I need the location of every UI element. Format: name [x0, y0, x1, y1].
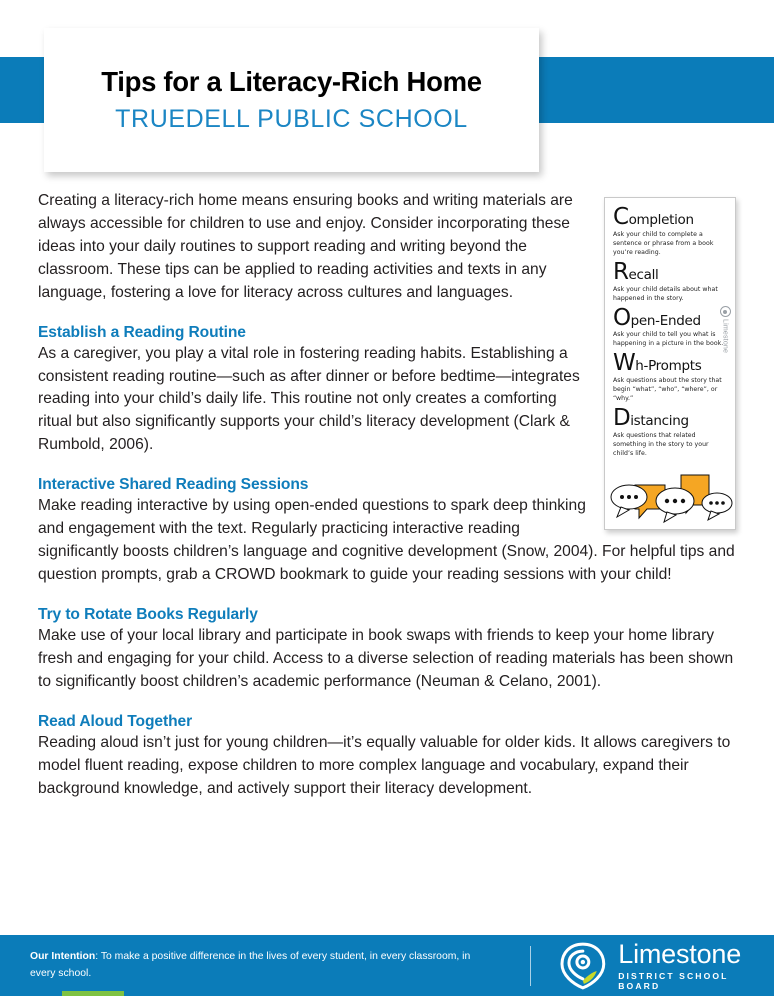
bookmark-entry-recall [613, 258, 727, 304]
bookmark-limestone-logo [717, 306, 733, 368]
section-text-read-aloud-together: Reading aloud isn’t just for young children—it’s equally valuable for older kids. It allows caregivers to model fluent reading, expose children to more complex language and vocabulary, expand their background knowledge, and actively support their literacy development. [38, 733, 731, 797]
bookmark-logo-label: Limestone [721, 319, 729, 354]
brand-text-block [618, 938, 774, 991]
section-heading-rotate-books: Try to Rotate Books Regularly [38, 605, 258, 623]
bookmark-word-rest: pen-Ended [630, 312, 701, 329]
footer-green-accent [62, 991, 124, 996]
bookmark-entry-open-ended [613, 304, 727, 350]
bookmark-description: Ask your child details about what happened in the story. [613, 285, 718, 302]
section-text-interactive-shared-reading: Make reading interactive by using open-ended questions to spark deep thinking and engagement with the text. Regularly practicing interactive reading significantly boosts children’s language and cognitive development (Snow, 2004). For helpful tips and question prompts, grab a CROWD bookmark to guide your reading sessions with your child! [38, 497, 735, 583]
intro-paragraph: Creating a literacy-rich home means ensuring books and writing materials are always accessible for children to use and enjoy. Consider incorporating these ideas into your daily routines to support reading and writing beyond the classroom. These tips can be applied to reading activities and texts in any language, fostering a love for literacy across cultures and languages. [38, 192, 573, 301]
bookmark-initial: D [613, 405, 631, 432]
intention-statement [30, 949, 498, 981]
bookmark-word [613, 204, 727, 230]
bookmark-word [613, 304, 727, 331]
section-text-rotate-books: Make use of your local library and participate in book swaps with friends to keep your home library fresh and engaging for your child. Access to a diverse selection of reading materials has been shown to significantly boost children’s academic performance (Neuman & Celano, 2001). [38, 626, 734, 690]
page-title: Tips for a Literacy-Rich Home [101, 66, 482, 98]
section-heading-read-aloud-together: Read Aloud Together [38, 712, 193, 730]
footer-divider [530, 946, 531, 986]
document-body [38, 190, 736, 800]
bookmark-word-rest: istancing [630, 413, 689, 430]
title-card [44, 28, 539, 172]
page-footer [0, 935, 774, 996]
section-heading-establish-reading-routine: Establish a Reading Routine [38, 323, 246, 341]
section-text-establish-reading-routine: As a caregiver, you play a vital role in fostering reading habits. Establishing a consistent reading routine—such as after dinner or before bedtime—integrates reading into your child’s daily life. This routine not only creates a comforting ritual but also significantly supports your child’s literacy development (Clark & Rumbold, 2006). [38, 344, 580, 454]
bookmark-word [613, 350, 727, 377]
speech-bubbles-graphic [605, 467, 736, 525]
bookmark-word-rest: h-Prompts [635, 358, 702, 375]
bookmark-initial: C [613, 204, 629, 230]
section-heading-interactive-shared-reading: Interactive Shared Reading Sessions [38, 476, 309, 494]
bookmark-word-rest: ompletion [628, 212, 694, 228]
limestone-brand-lockup [557, 938, 774, 991]
bookmark-entry-completion [613, 204, 727, 258]
bookmark-initial: W [613, 350, 636, 377]
intention-label: Our Intention [30, 951, 96, 963]
bookmark-word [613, 258, 727, 285]
bookmark-description: Ask your child to complete a sentence or phrase from a book you’re reading. [613, 230, 714, 256]
bookmark-initial: R [613, 258, 629, 285]
bookmark-description: Ask questions that related something in the story to your child’s life. [613, 432, 709, 458]
brand-name: Limestone [618, 938, 742, 969]
crowd-bookmark-figure [604, 197, 736, 530]
intention-text: : To make a positive difference in the lives of every student, in every classroom, in every school. [30, 951, 471, 979]
limestone-pin-spiral-icon [557, 941, 609, 991]
bookmark-word [613, 405, 727, 432]
bookmark-entry-distancing [613, 405, 727, 459]
bookmark-word-rest: ecall [628, 266, 659, 283]
limestone-spiral-icon [720, 306, 731, 317]
brand-subtitle: DISTRICT SCHOOL BOARD [618, 970, 729, 991]
bookmark-initial: O [613, 304, 631, 331]
bookmark-description: Ask questions about the story that begin “what”, “who”, “where”, or “why.” [613, 377, 722, 403]
bookmark-description: Ask your child to tell you what is happening in a picture in the book. [613, 331, 724, 348]
bookmark-entry-wh-prompts [613, 350, 727, 404]
school-name: TRUEDELL PUBLIC SCHOOL [115, 104, 468, 133]
crowd-bookmark-card [604, 197, 736, 530]
